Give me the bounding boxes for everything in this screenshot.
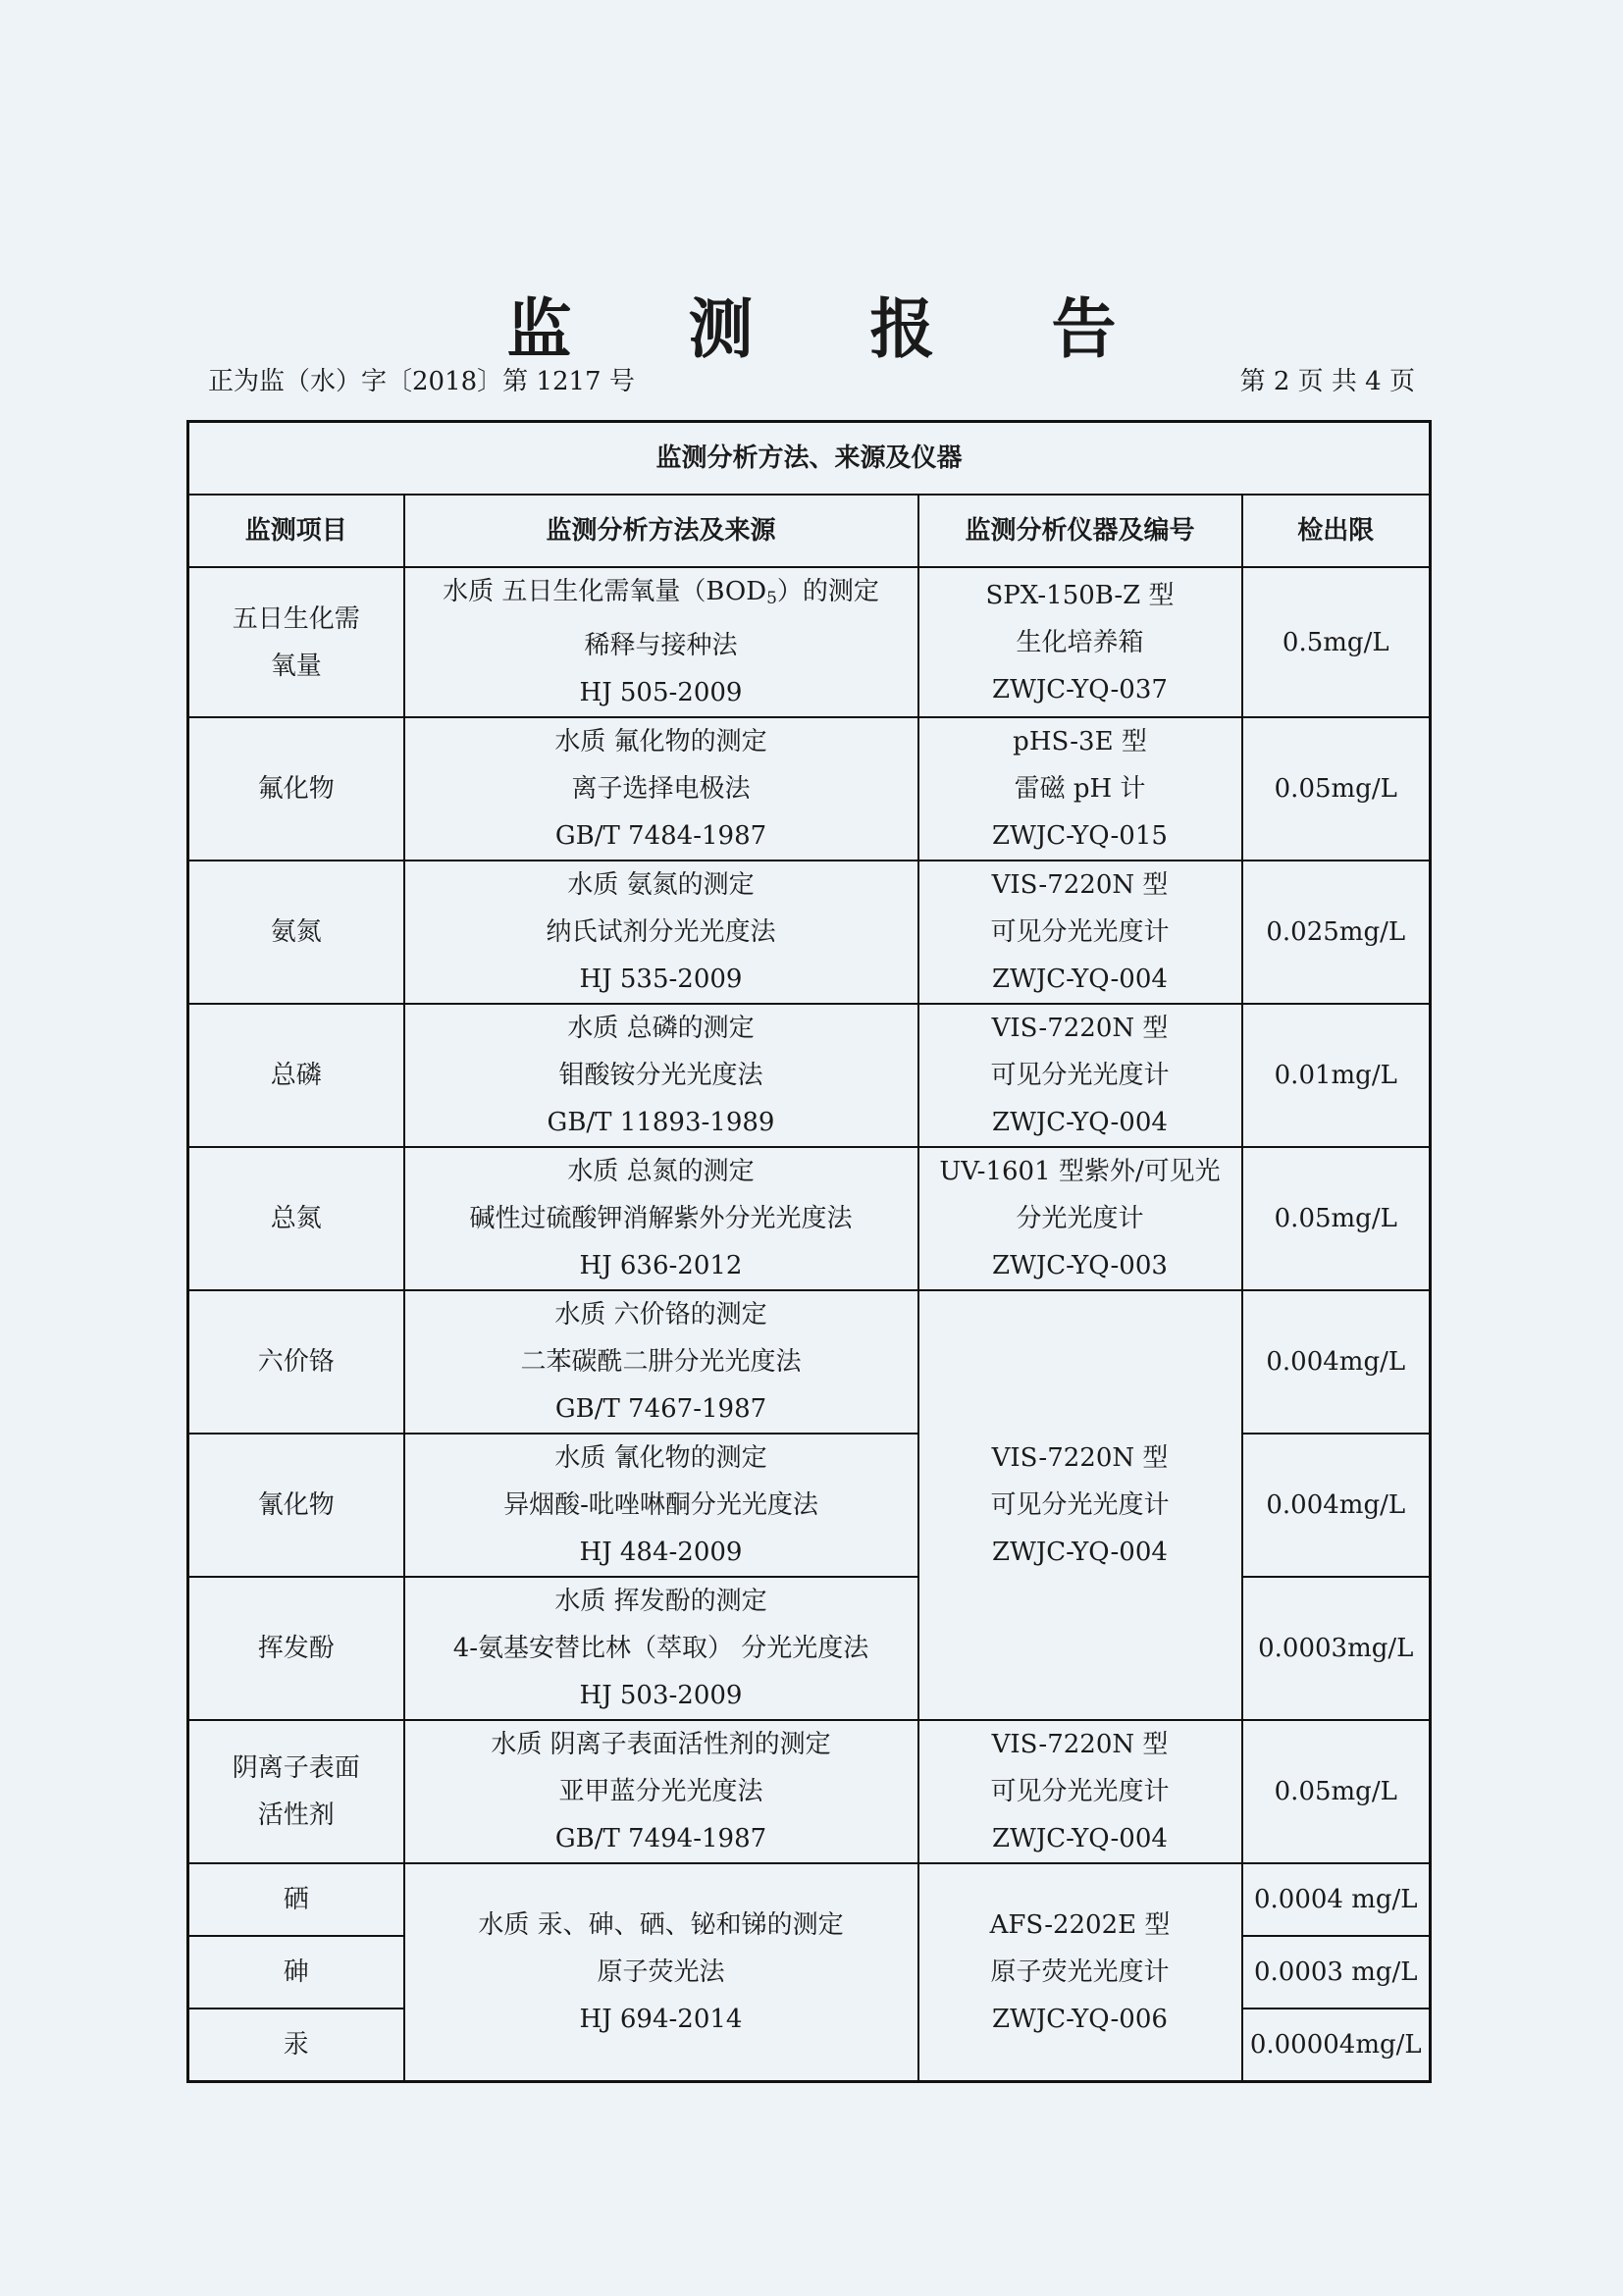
limit-cell: 0.00004mg/L (1242, 2009, 1431, 2082)
instrument-cell: SPX-150B-Z 型 生化培养箱 ZWJC-YQ-037 (918, 567, 1242, 717)
item-cell: 砷 (188, 1936, 404, 2009)
instrument-cell: VIS-7220N 型 可见分光光度计 ZWJC-YQ-004 (918, 861, 1242, 1004)
item-cell: 氟化物 (188, 717, 404, 861)
metals-method-cell: 水质 汞、砷、硒、铋和锑的测定 原子荧光法 HJ 694-2014 (404, 1863, 918, 2082)
item-cell: 硒 (188, 1863, 404, 1936)
limit-cell: 0.025mg/L (1242, 861, 1431, 1004)
method-cell: 水质 氰化物的测定 异烟酸-吡唑啉酮分光光度法 HJ 484-2009 (404, 1434, 918, 1577)
table-row (188, 1863, 1431, 1936)
limit-cell: 0.0004 mg/L (1242, 1863, 1431, 1936)
limit-cell: 0.0003 mg/L (1242, 1936, 1431, 2009)
table-header-row (188, 495, 1431, 567)
column-header-method: 监测分析方法及来源 (404, 495, 918, 567)
item-cell: 总氮 (188, 1147, 404, 1290)
table-caption-row (188, 422, 1431, 496)
limit-cell: 0.01mg/L (1242, 1004, 1431, 1147)
item-cell: 总磷 (188, 1004, 404, 1147)
table-row (188, 1004, 1431, 1147)
limit-cell: 0.004mg/L (1242, 1434, 1431, 1577)
table-row (188, 861, 1431, 1004)
method-cell: 水质 五日生化需氧量$(BOD_5)$的测定 稀释与接种法 HJ 505-2009 (404, 567, 918, 717)
item-cell: 氰化物 (188, 1434, 404, 1577)
instrument-cell: VIS-7220N 型 可见分光光度计 ZWJC-YQ-004 (918, 1004, 1242, 1147)
method-cell: 水质 氟化物的测定 离子选择电极法 GB/T 7484-1987 (404, 717, 918, 861)
document-number: 正为监（水）字〔2018〕第 1217 号 (208, 367, 635, 396)
column-header-limit: 检出限 (1242, 495, 1431, 567)
limit-cell: 0.5mg/L (1242, 567, 1431, 717)
instrument-cell: UV-1601 型紫外/可见光 分光光度计 ZWJC-YQ-003 (918, 1147, 1242, 1290)
limit-cell: 0.05mg/L (1242, 717, 1431, 861)
method-cell: 水质 总氮的测定 碱性过硫酸钾消解紫外分光光度法 HJ 636-2012 (404, 1147, 918, 1290)
limit-cell: 0.004mg/L (1242, 1290, 1431, 1434)
page-number: 第 2 页 共 4 页 (1239, 367, 1415, 396)
method-cell: 水质 六价铬的测定 二苯碳酰二肼分光光度法 GB/T 7467-1987 (404, 1290, 918, 1434)
shared-instrument-cell: VIS-7220N 型 可见分光光度计 ZWJC-YQ-004 (918, 1290, 1242, 1720)
item-cell: 挥发酚 (188, 1577, 404, 1720)
page-title: 监 测 报 告 (506, 290, 1164, 367)
method-cell: 水质 阴离子表面活性剂的测定 亚甲蓝分光光度法 GB/T 7494-1987 (404, 1720, 918, 1863)
table-row (188, 1434, 1431, 1577)
method-cell: 水质 总磷的测定 钼酸铵分光光度法 GB/T 11893-1989 (404, 1004, 918, 1147)
item-cell: 六价铬 (188, 1290, 404, 1434)
column-header-item: 监测项目 (188, 495, 404, 567)
instrument-cell: pHS-3E 型 雷磁 pH 计 ZWJC-YQ-015 (918, 717, 1242, 861)
table-row (188, 567, 1431, 717)
method-table (186, 420, 1432, 2083)
table-row (188, 1577, 1431, 1720)
table-row (188, 1720, 1431, 1863)
limit-cell: 0.05mg/L (1242, 1720, 1431, 1863)
method-cell: 水质 氨氮的测定 纳氏试剂分光光度法 HJ 535-2009 (404, 861, 918, 1004)
table-row (188, 1147, 1431, 1290)
table-row (188, 1290, 1431, 1434)
metals-instrument-cell: AFS-2202E 型 原子荧光光度计 ZWJC-YQ-006 (918, 1863, 1242, 2082)
item-cell: 汞 (188, 2009, 404, 2082)
item-cell: 阴离子表面 活性剂 (188, 1720, 404, 1863)
column-header-instrument: 监测分析仪器及编号 (918, 495, 1242, 567)
item-cell: 五日生化需 氧量 (188, 567, 404, 717)
limit-cell: 0.0003mg/L (1242, 1577, 1431, 1720)
item-cell: 氨氮 (188, 861, 404, 1004)
method-cell: 水质 挥发酚的测定 4-氨基安替比林（萃取） 分光光度法 HJ 503-2009 (404, 1577, 918, 1720)
table-caption: 监测分析方法、来源及仪器 (188, 422, 1431, 496)
limit-cell: 0.05mg/L (1242, 1147, 1431, 1290)
instrument-cell: VIS-7220N 型 可见分光光度计 ZWJC-YQ-004 (918, 1720, 1242, 1863)
table-row (188, 717, 1431, 861)
